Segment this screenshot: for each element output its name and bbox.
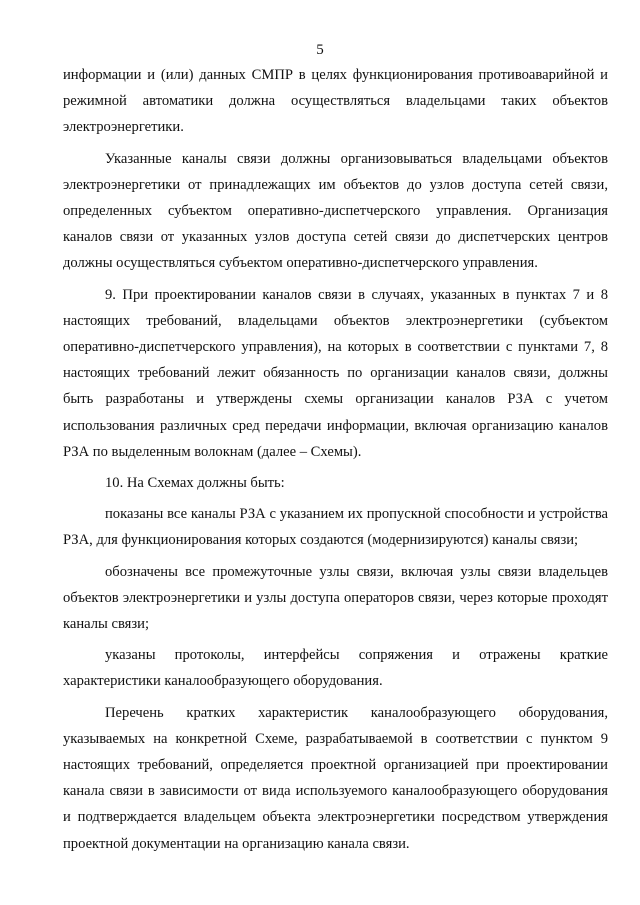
paragraph-communication-channels: Указанные каналы связи должны организовываться владельцами объектов электроэнергетики от принадлежащих им объектов до узлов доступа сетей связи, определенных субъектом оперативно-диспетчерского управления. Организация каналов связи от указанных узлов доступа сетей связи до диспетчерских центров должны осуществляться субъектом оперативно-диспетчерского управления. bbox=[63, 150, 608, 272]
paragraph-item-10: 10. На Схемах должны быть: bbox=[105, 475, 285, 492]
paragraph-list-protocols: указаны протоколы, интерфейсы сопряжения и отражены краткие характеристики каналообразующего оборудования. bbox=[63, 647, 608, 690]
document-body bbox=[63, 62, 608, 862]
page-number: 5 bbox=[316, 42, 324, 58]
paragraph-continuation: информации и (или) данных СМПР в целях функционирования противоаварийной и режимной автоматики должна осуществляться владельцами таких объектов электроэнергетики. bbox=[63, 67, 608, 136]
paragraph-equipment-characteristics: Перечень кратких характеристик каналообразующего оборудования, указываемых на конкретной Схеме, разрабатываемой в соответствии с пунктом 9 настоящих требований, определяется проектной организацией при проектировании канала связи в зависимости от вида используемого каналообразующего оборудования и подтверждается владельцем объекта электроэнергетики посредством утверждения проектной документации на организацию канала связи. bbox=[63, 704, 608, 852]
paragraph-list-nodes: обозначены все промежуточные узлы связи, включая узлы связи владельцев объектов электроэнергетики и узлы доступа операторов связи, через которые проходят каналы связи; bbox=[63, 563, 608, 633]
paragraph-list-channels: показаны все каналы РЗА с указанием их пропускной способности и устройства РЗА, для функционирования которых создаются (модернизируются) каналы связи; bbox=[63, 506, 608, 549]
paragraph-item-9: 9. При проектировании каналов связи в случаях, указанных в пунктах 7 и 8 настоящих требований, владельцами объектов электроэнергетики (субъектом оперативно-диспетчерского управления), на которых в соответствии с пунктами 7, 8 настоящих требований лежит обязанность по организации каналов связи, должны быть разработаны и утверждены схемы организации каналов РЗА с учетом использования различных сред передачи информации, включая организацию каналов РЗА по выделенным волокнам (далее – Схемы). bbox=[63, 286, 608, 460]
